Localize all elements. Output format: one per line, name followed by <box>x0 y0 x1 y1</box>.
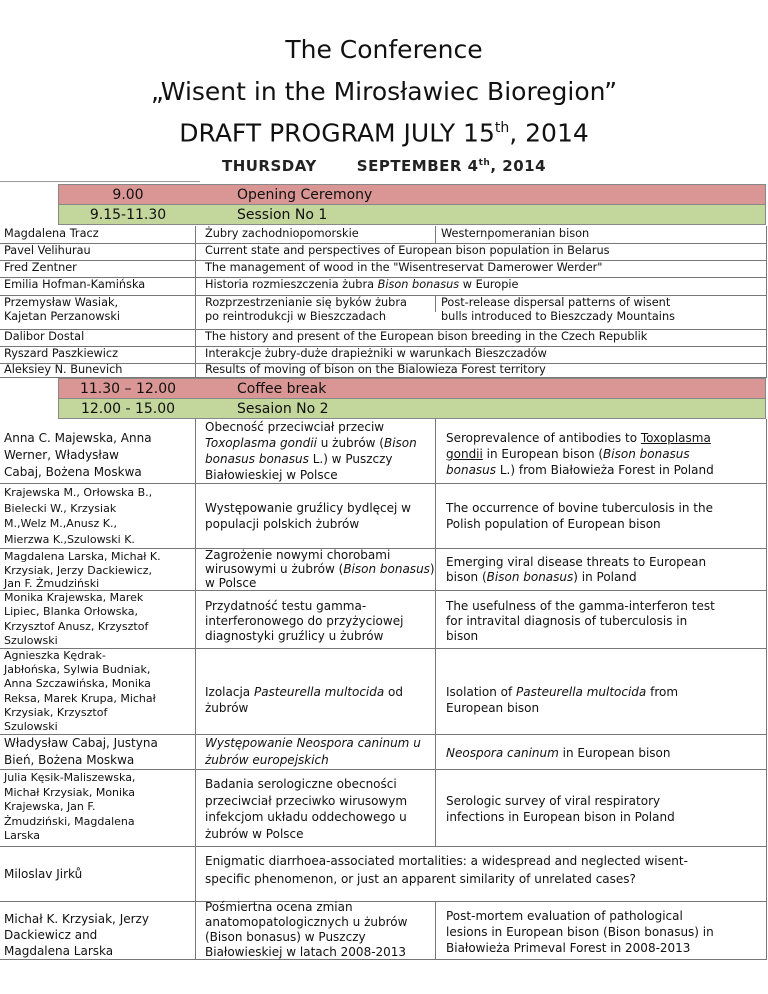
talk-title-pl: Zagrożenie nowymi chorobami wirusowymi u żubrów (Bison bonasus) w Polsce <box>205 548 435 590</box>
opening-band <box>58 184 766 205</box>
session2-time: 12.00 - 15.00 <box>80 401 176 417</box>
speaker: Michał K. Krzysiak, Jerzy Dackiewicz and Magdalena Larska <box>4 912 149 958</box>
program-date-heading <box>0 113 768 148</box>
coffee-band <box>58 378 766 399</box>
program-ordinal: th <box>494 120 510 136</box>
session2-label: Sesaion No 2 <box>237 401 329 417</box>
speaker: Anna C. Majewska, Anna Werner, Władysław Cabaj, Bożena Moskwa <box>4 431 152 479</box>
talk-title: Historia rozmieszczenia żubra Bison bonasus w Europie <box>205 278 519 291</box>
talk-title-en: Isolation of Pasteurella multocida from European bison <box>446 685 679 715</box>
talk-title-pl: Występowanie gruźlicy bydlęcej w populacji polskich żubrów <box>205 501 411 531</box>
session1-table <box>0 226 768 378</box>
talk-title-en: Post-mortem evaluation of pathological lesions in European bison (Bison bonasus) in Białowieża Primeval Forest in 2008-2013 <box>446 909 714 955</box>
talk-title-pl: Obecność przeciwciał przeciw Toxoplasma gondii u żubrów (Bison bonasus bonasus L.) w Puszczy Białowieskiej w Polsce <box>205 420 417 482</box>
speaker: Dalibor Dostal <box>4 330 85 343</box>
session2-table <box>0 419 768 960</box>
day-date: SEPTEMBER 4 <box>356 157 479 175</box>
talk-title-pl: Rozprzestrzenianie się byków żubra po reintrodukcji w Bieszczadach <box>205 296 407 324</box>
conference-title: The Conference <box>285 35 483 64</box>
speaker: Agnieszka Kędrak- Jabłońska, Sylwia Budniak, Anna Szczawińska, Monika Reksa, Marek Krupa, Michał Krzysiak, Krzysztof Szulowski <box>4 649 156 734</box>
talk-title-en: Serologic survey of viral respiratory infections in European bison in Poland <box>446 794 675 824</box>
program-year: , 2014 <box>509 118 589 148</box>
day-heading <box>0 157 768 175</box>
conference-subtitle: „Wisent in the Mirosławiec Bioregion” <box>150 77 618 106</box>
speaker: Ryszard Paszkiewicz <box>4 347 119 360</box>
speaker: Monika Krajewska, Marek Lipiec, Blanka Orłowska, Krzysztof Anusz, Krzysztof Szulowski <box>4 591 149 647</box>
coffee-time: 11.30 – 12.00 <box>79 381 177 397</box>
session1-label: Session No 1 <box>237 207 328 223</box>
speaker: Julia Kęsik-Maliszewska, Michał Krzysiak, Monika Krajewska, Jan F. Żmudziński, Magdalena Larska <box>4 771 136 842</box>
talk-title-en: Seroprevalence of antibodies to Toxoplasma gondii in European bison (Bison bonasus bonasus L.) from Białowieża Forest in Poland <box>446 431 714 477</box>
opening-label: Opening Ceremony <box>237 187 373 203</box>
talk-title: Enigmatic diarrhoea-associated mortalities: a widespread and neglected wisent- specific phenomenon, or just an apparent similarity of unrelated cases? <box>205 854 688 886</box>
coffee-label: Coffee break <box>237 381 327 397</box>
talk-title-en: Post-release dispersal patterns of wisent bulls introduced to Bieszczady Mountains <box>441 296 675 324</box>
talk-title-pl: Żubry zachodniopomorskie <box>205 227 359 240</box>
talk-title: Results of moving of bison on the Bialowieza Forest territory <box>205 363 546 376</box>
talk-title-pl: Izolacja Pasteurella multocida od żubrów <box>205 685 404 715</box>
talk-title-en: Westernpomeranian bison <box>441 227 590 240</box>
speaker: Emilia Hofman-Kamińska <box>4 278 146 291</box>
talk-title: Current state and perspectives of European bison population in Belarus <box>205 244 610 257</box>
header-rule <box>0 181 200 182</box>
talk-title-en: Neospora caninum in European bison <box>446 746 671 760</box>
talk-title-pl: Pośmiertna ocena zmian anatomopatologicznych u żubrów (Bison bonasus) w Puszczy Białowieskiej w latach 2008-2013 <box>205 900 408 959</box>
talk-title-pl: Przydatność testu gamma- interferonowego do przyżyciowej diagnostyki gruźlicy u żubrów <box>205 599 404 643</box>
speaker: Krajewska M., Orłowska B., Bielecki W., Krzysiak M.,Welz M.,Anusz K., Mierzwa K.,Szulowski K. <box>4 486 153 546</box>
day-ordinal: th <box>478 158 491 168</box>
session2-band <box>58 398 766 419</box>
day-name: THURSDAY <box>221 157 317 175</box>
session1-band <box>58 204 766 225</box>
speaker: Magdalena Larska, Michał K. Krzysiak, Jerzy Dackiewicz, Jan F. Żmudziński <box>4 550 161 590</box>
talk-title-en: The usefulness of the gamma-interferon test for intravital diagnosis of tuberculosis in bison <box>446 599 715 643</box>
program-label: DRAFT PROGRAM JULY 15 <box>179 118 495 148</box>
talk-title: Interakcje żubry-duże drapieżniki w warunkach Bieszczadów <box>205 347 547 360</box>
speaker: Miloslav Jirků <box>4 867 83 881</box>
talk-title-en: The occurrence of bovine tuberculosis in the Polish population of European bison <box>446 501 713 531</box>
talk-title-pl: Badania serologiczne obecności przeciwciał przeciwko wirusowym infekcjom układu oddechowego u żubrów w Polsce <box>205 777 408 841</box>
speaker: Przemysław Wasiak, Kajetan Perzanowski <box>4 296 121 324</box>
day-year: , 2014 <box>490 157 547 175</box>
session1-time: 9.15-11.30 <box>89 207 167 223</box>
talk-title: The history and present of the European bison breeding in the Czech Republik <box>205 330 648 343</box>
talk-title: The management of wood in the "Wisentreservat Damerower Werder" <box>205 261 603 274</box>
speaker: Pavel Velihurau <box>4 244 91 257</box>
speaker: Magdalena Tracz <box>4 227 99 240</box>
talk-title-pl: Występowanie Neospora caninum u żubrów europejskich <box>205 736 421 767</box>
speaker: Fred Zentner <box>4 261 77 274</box>
opening-time: 9.00 <box>112 187 144 203</box>
talk-title-en: Emerging viral disease threats to European bison (Bison bonasus) in Poland <box>446 555 707 584</box>
speaker: Władysław Cabaj, Justyna Bień, Bożena Moskwa <box>4 736 158 767</box>
speaker: Aleksiey N. Bunevich <box>4 363 123 376</box>
